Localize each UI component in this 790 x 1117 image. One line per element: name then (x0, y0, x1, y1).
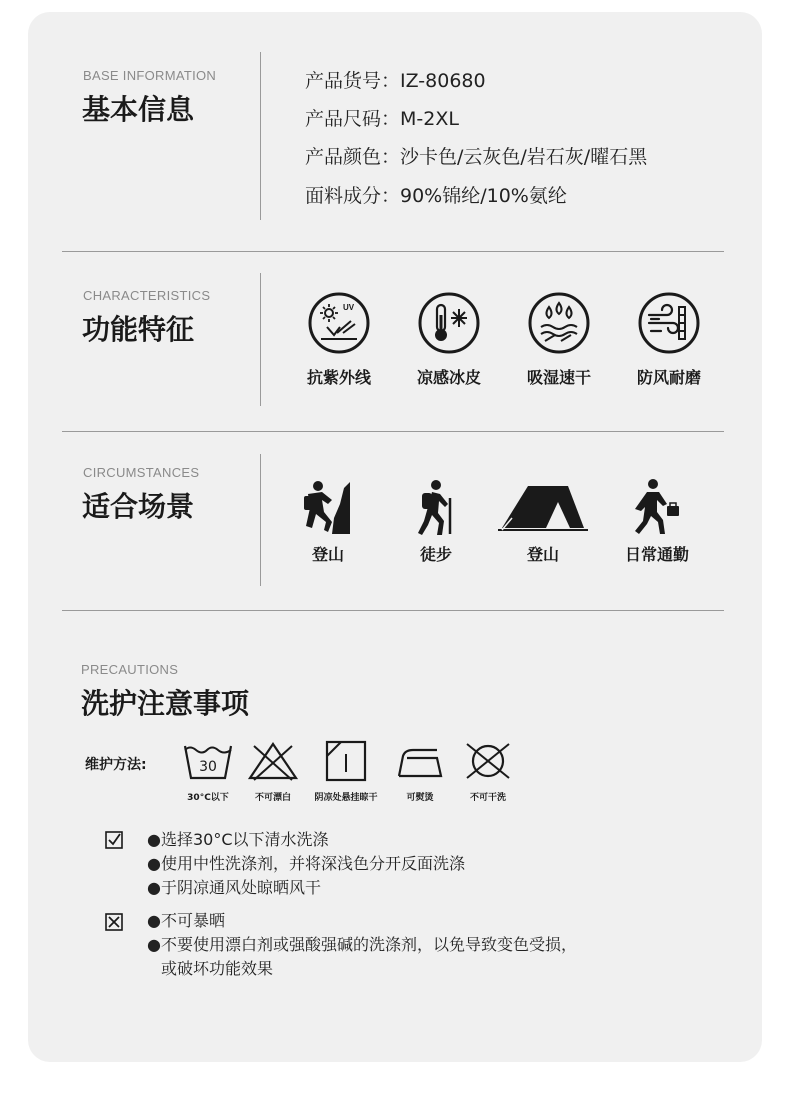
circumstances-title: 适合场景 (82, 490, 195, 523)
feature-label: 抗紫外线 (306, 368, 371, 387)
iron-icon (393, 740, 447, 782)
care-line-dry (310, 740, 382, 803)
horizontal-divider (62, 251, 724, 252)
scene-camping (488, 478, 598, 565)
care-wash-30 (172, 740, 244, 803)
section-divider (260, 454, 261, 586)
care-label: 不可干洗 (469, 793, 506, 803)
circumstances-en-title: CIRCUMSTANCES (83, 465, 200, 480)
info-item-color: 产品颜色：沙卡色/云灰色/岩石灰/曜石黑 (305, 146, 648, 168)
list-item: ● 不要使用漂白剂或强酸强碱的洗涤剂，以免导致变色受损， (147, 935, 578, 954)
moisture-wicking-icon (527, 291, 591, 355)
scene-label: 登山 (526, 545, 559, 564)
scene-hiking (381, 478, 491, 565)
precautions-title: 洗护注意事项 (81, 687, 250, 720)
cross-box-icon (104, 912, 124, 932)
uv-protection-icon (307, 291, 371, 355)
tent-icon (498, 478, 588, 536)
info-item-size: 产品尺码：M-2XL (305, 108, 459, 130)
scene-label: 日常通勤 (624, 545, 689, 564)
horizontal-divider (62, 431, 724, 432)
characteristics-title: 功能特征 (82, 313, 195, 346)
list-item: ● 于阴凉通风处晾晒风干 (147, 878, 322, 897)
precautions-en-title: PRECAUTIONS (81, 662, 179, 677)
climbing-icon (298, 478, 358, 536)
windproof-icon (637, 291, 701, 355)
no-bleach-icon (246, 740, 300, 782)
line-dry-shade-icon (319, 740, 373, 782)
care-iron (384, 740, 456, 803)
dont-list (147, 909, 577, 981)
no-dry-clean-icon (461, 740, 515, 782)
care-label: 可熨烫 (406, 793, 434, 803)
svg-text:30: 30 (199, 759, 217, 775)
cooling-thermometer-icon (417, 291, 481, 355)
list-item: ● 使用中性洗涤剂，并将深浅色分开反面洗涤 (147, 854, 466, 873)
feature-cooling (399, 291, 499, 388)
scene-label: 登山 (311, 545, 344, 564)
do-list (147, 828, 465, 900)
care-label: 阴凉处悬挂晾干 (314, 793, 378, 803)
check-box-icon (104, 830, 124, 850)
feature-label: 吸湿速干 (526, 368, 591, 387)
horizontal-divider (62, 610, 724, 611)
feature-uv (289, 291, 389, 388)
hiking-icon (406, 478, 466, 536)
care-label: 不可漂白 (254, 793, 291, 803)
care-method-label: 维护方法: (85, 757, 147, 773)
wash-30-icon (181, 740, 235, 782)
care-no-bleach (237, 740, 309, 803)
section-divider (260, 52, 261, 220)
feature-label: 防风耐磨 (636, 368, 701, 387)
characteristics-en-title: CHARACTERISTICS (83, 288, 211, 303)
section-divider (260, 273, 261, 406)
info-item-fabric: 面料成分：90%锦纶/10%氨纶 (305, 185, 567, 207)
feature-label: 凉感冰皮 (416, 368, 481, 387)
care-label: 30°C以下 (187, 793, 229, 803)
info-item-code: 产品货号：IZ-80680 (305, 70, 486, 92)
scene-label: 徒步 (419, 545, 452, 564)
scene-climbing (273, 478, 383, 565)
list-item-continued: 或破坏功能效果 (161, 959, 274, 978)
svg-text:UV: UV (343, 303, 355, 312)
list-item: ● 不可暴晒 (147, 911, 226, 930)
care-no-dry-clean (452, 740, 524, 803)
commuting-icon (627, 478, 687, 536)
list-item: ● 选择30°C以下清水洗涤 (147, 830, 329, 849)
scene-commuting (602, 478, 712, 565)
base-info-title: 基本信息 (82, 93, 195, 126)
feature-moisture (509, 291, 609, 388)
base-info-en-title: BASE INFORMATION (83, 68, 217, 83)
feature-windproof (619, 291, 719, 388)
